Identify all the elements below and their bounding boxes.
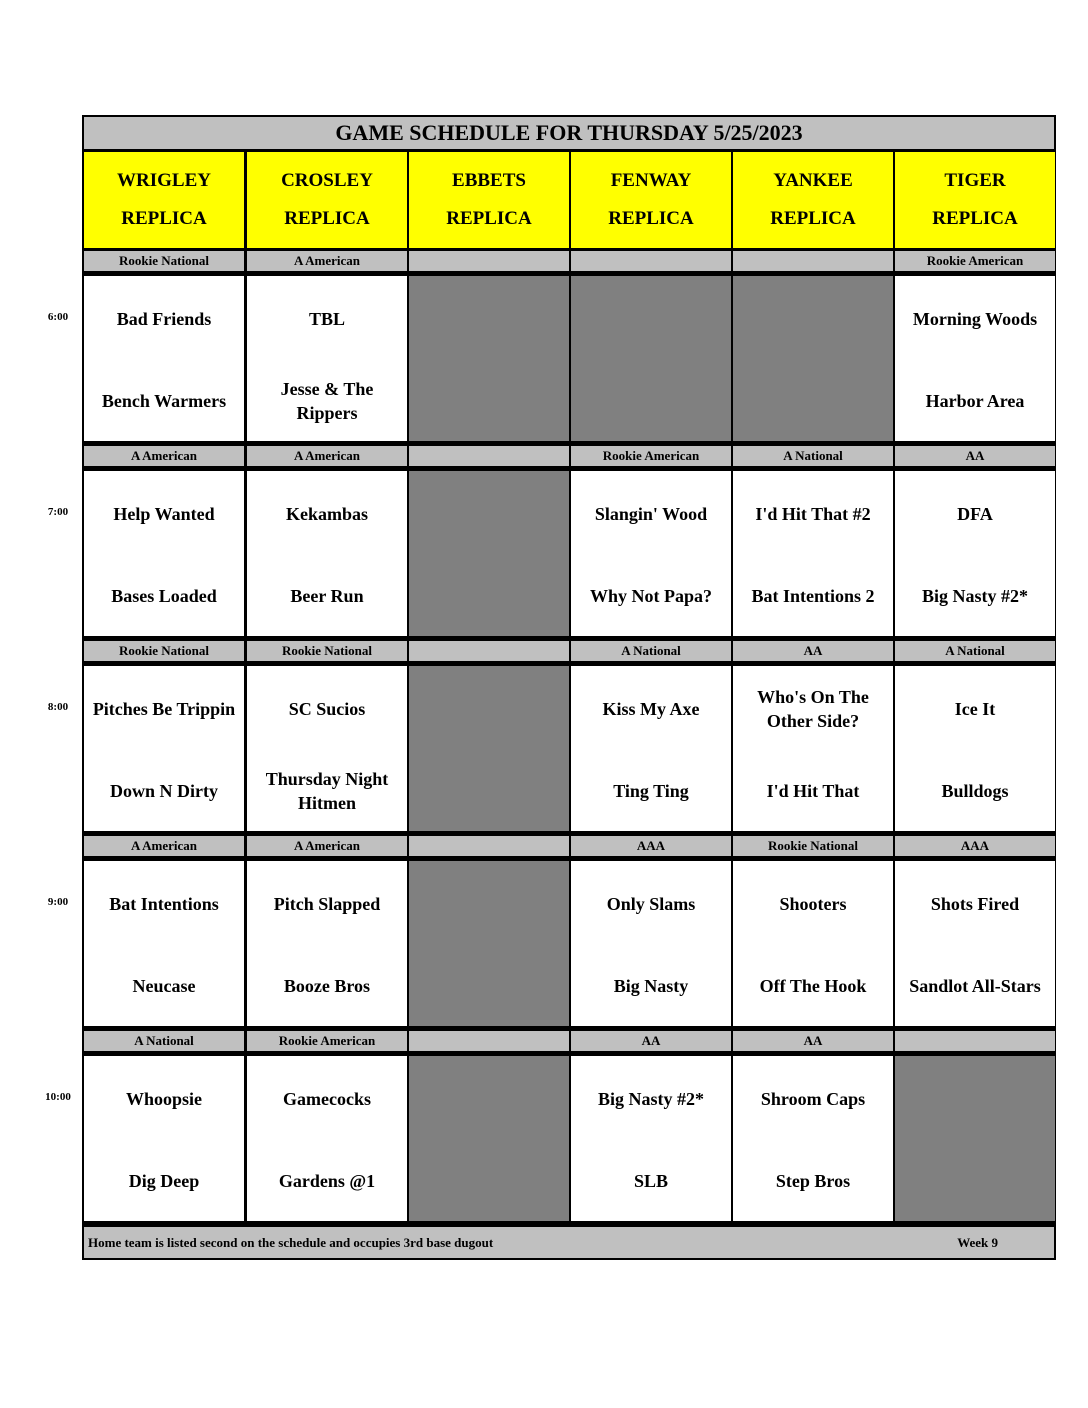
away-team: Gamecocks [247,1056,407,1141]
home-team: Big Nasty [571,946,731,1026]
home-team: Thursday Night Hitmen [247,751,407,831]
time-label: 7:00 [47,506,69,518]
division-label [733,251,893,271]
home-team: I'd Hit That [733,751,893,831]
division-label: AAA [571,836,731,856]
empty-slot [409,1056,569,1221]
away-team: Bad Friends [84,276,244,361]
field-header-fenway [571,152,731,248]
week-label: Week 9 [957,1234,998,1250]
home-team: Harbor Area [895,361,1055,441]
time-label: 10:00 [45,1091,71,1103]
field-subtitle: REPLICA [608,208,694,229]
home-team: Big Nasty #2* [895,556,1055,636]
away-team: Ice It [895,666,1055,751]
field-subtitle: REPLICA [932,208,1018,229]
division-label: AA [571,1031,731,1051]
home-team: Bases Loaded [84,556,244,636]
home-team: Bat Intentions 2 [733,556,893,636]
division-label: Rookie National [84,251,244,271]
away-team: Big Nasty #2* [571,1056,731,1141]
division-label [409,446,569,466]
field-subtitle: REPLICA [121,208,207,229]
away-team: Shroom Caps [733,1056,893,1141]
division-label: Rookie American [571,446,731,466]
away-team: Pitches Be Trippin [84,666,244,751]
time-label: 6:00 [47,311,69,323]
field-subtitle: REPLICA [446,208,532,229]
field-header-wrigley [84,152,244,248]
home-team: Gardens @1 [247,1141,407,1221]
empty-slot [571,276,731,441]
away-team: Slangin' Wood [571,471,731,556]
home-team: Off The Hook [733,946,893,1026]
home-team: Why Not Papa? [571,556,731,636]
home-team: Bench Warmers [84,361,244,441]
division-label: Rookie National [733,836,893,856]
empty-slot [733,276,893,441]
empty-slot [409,861,569,1026]
field-subtitle: REPLICA [284,208,370,229]
field-name: WRIGLEY [117,170,211,191]
division-label: A American [247,251,407,271]
division-label [895,1031,1055,1051]
division-label: Rookie American [247,1031,407,1051]
home-team: SLB [571,1141,731,1221]
division-label [409,1031,569,1051]
home-team: Neucase [84,946,244,1026]
schedule-table [82,115,1056,1260]
field-header-ebbets [409,152,569,248]
division-label: A American [84,446,244,466]
division-label: A National [571,641,731,661]
field-header-crosley [247,152,407,248]
division-label: A American [84,836,244,856]
home-team: Dig Deep [84,1141,244,1221]
division-label: A American [247,836,407,856]
division-label [571,251,731,271]
division-label: AA [733,1031,893,1051]
away-team: Shots Fired [895,861,1055,946]
division-label: Rookie National [84,641,244,661]
division-label: A American [247,446,407,466]
away-team: Shooters [733,861,893,946]
home-team: Down N Dirty [84,751,244,831]
away-team: I'd Hit That #2 [733,471,893,556]
away-team: Only Slams [571,861,731,946]
division-label: A National [733,446,893,466]
schedule-title: GAME SCHEDULE FOR THURSDAY 5/25/2023 [84,117,1054,149]
away-team: DFA [895,471,1055,556]
away-team: TBL [247,276,407,361]
away-team: Pitch Slapped [247,861,407,946]
field-name: FENWAY [610,170,692,191]
away-team: Kiss My Axe [571,666,731,751]
away-team: Whoopsie [84,1056,244,1141]
field-header-yankee [733,152,893,248]
field-name: CROSLEY [281,170,373,191]
field-name: EBBETS [452,170,526,191]
field-header-tiger [895,152,1055,248]
division-label: A National [84,1031,244,1051]
home-team: Beer Run [247,556,407,636]
division-label [409,641,569,661]
away-team: SC Sucios [247,666,407,751]
division-label [409,251,569,271]
division-label: AA [895,446,1055,466]
home-team: Jesse & The Rippers [247,361,407,441]
division-label: AA [733,641,893,661]
time-label: 8:00 [47,701,69,713]
away-team: Bat Intentions [84,861,244,946]
away-team: Kekambas [247,471,407,556]
away-team: Who's On The Other Side? [733,666,893,751]
home-team: Bulldogs [895,751,1055,831]
time-label: 9:00 [47,896,69,908]
field-subtitle: REPLICA [770,208,856,229]
division-label: AAA [895,836,1055,856]
empty-slot [409,666,569,831]
empty-slot [409,471,569,636]
home-team: Sandlot All-Stars [895,946,1055,1026]
division-label: Rookie National [247,641,407,661]
division-label [409,836,569,856]
field-name: TIGER [944,170,1006,191]
home-team: Ting Ting [571,751,731,831]
home-team: Step Bros [733,1141,893,1221]
field-name: YANKEE [773,170,853,191]
home-team: Booze Bros [247,946,407,1026]
empty-slot [409,276,569,441]
division-label: Rookie American [895,251,1055,271]
home-team-note: Home team is listed second on the schedule and occupies 3rd base dugout [88,1234,494,1250]
away-team: Help Wanted [84,471,244,556]
empty-slot [895,1056,1055,1221]
footer-row [84,1227,1054,1258]
away-team: Morning Woods [895,276,1055,361]
division-label: A National [895,641,1055,661]
